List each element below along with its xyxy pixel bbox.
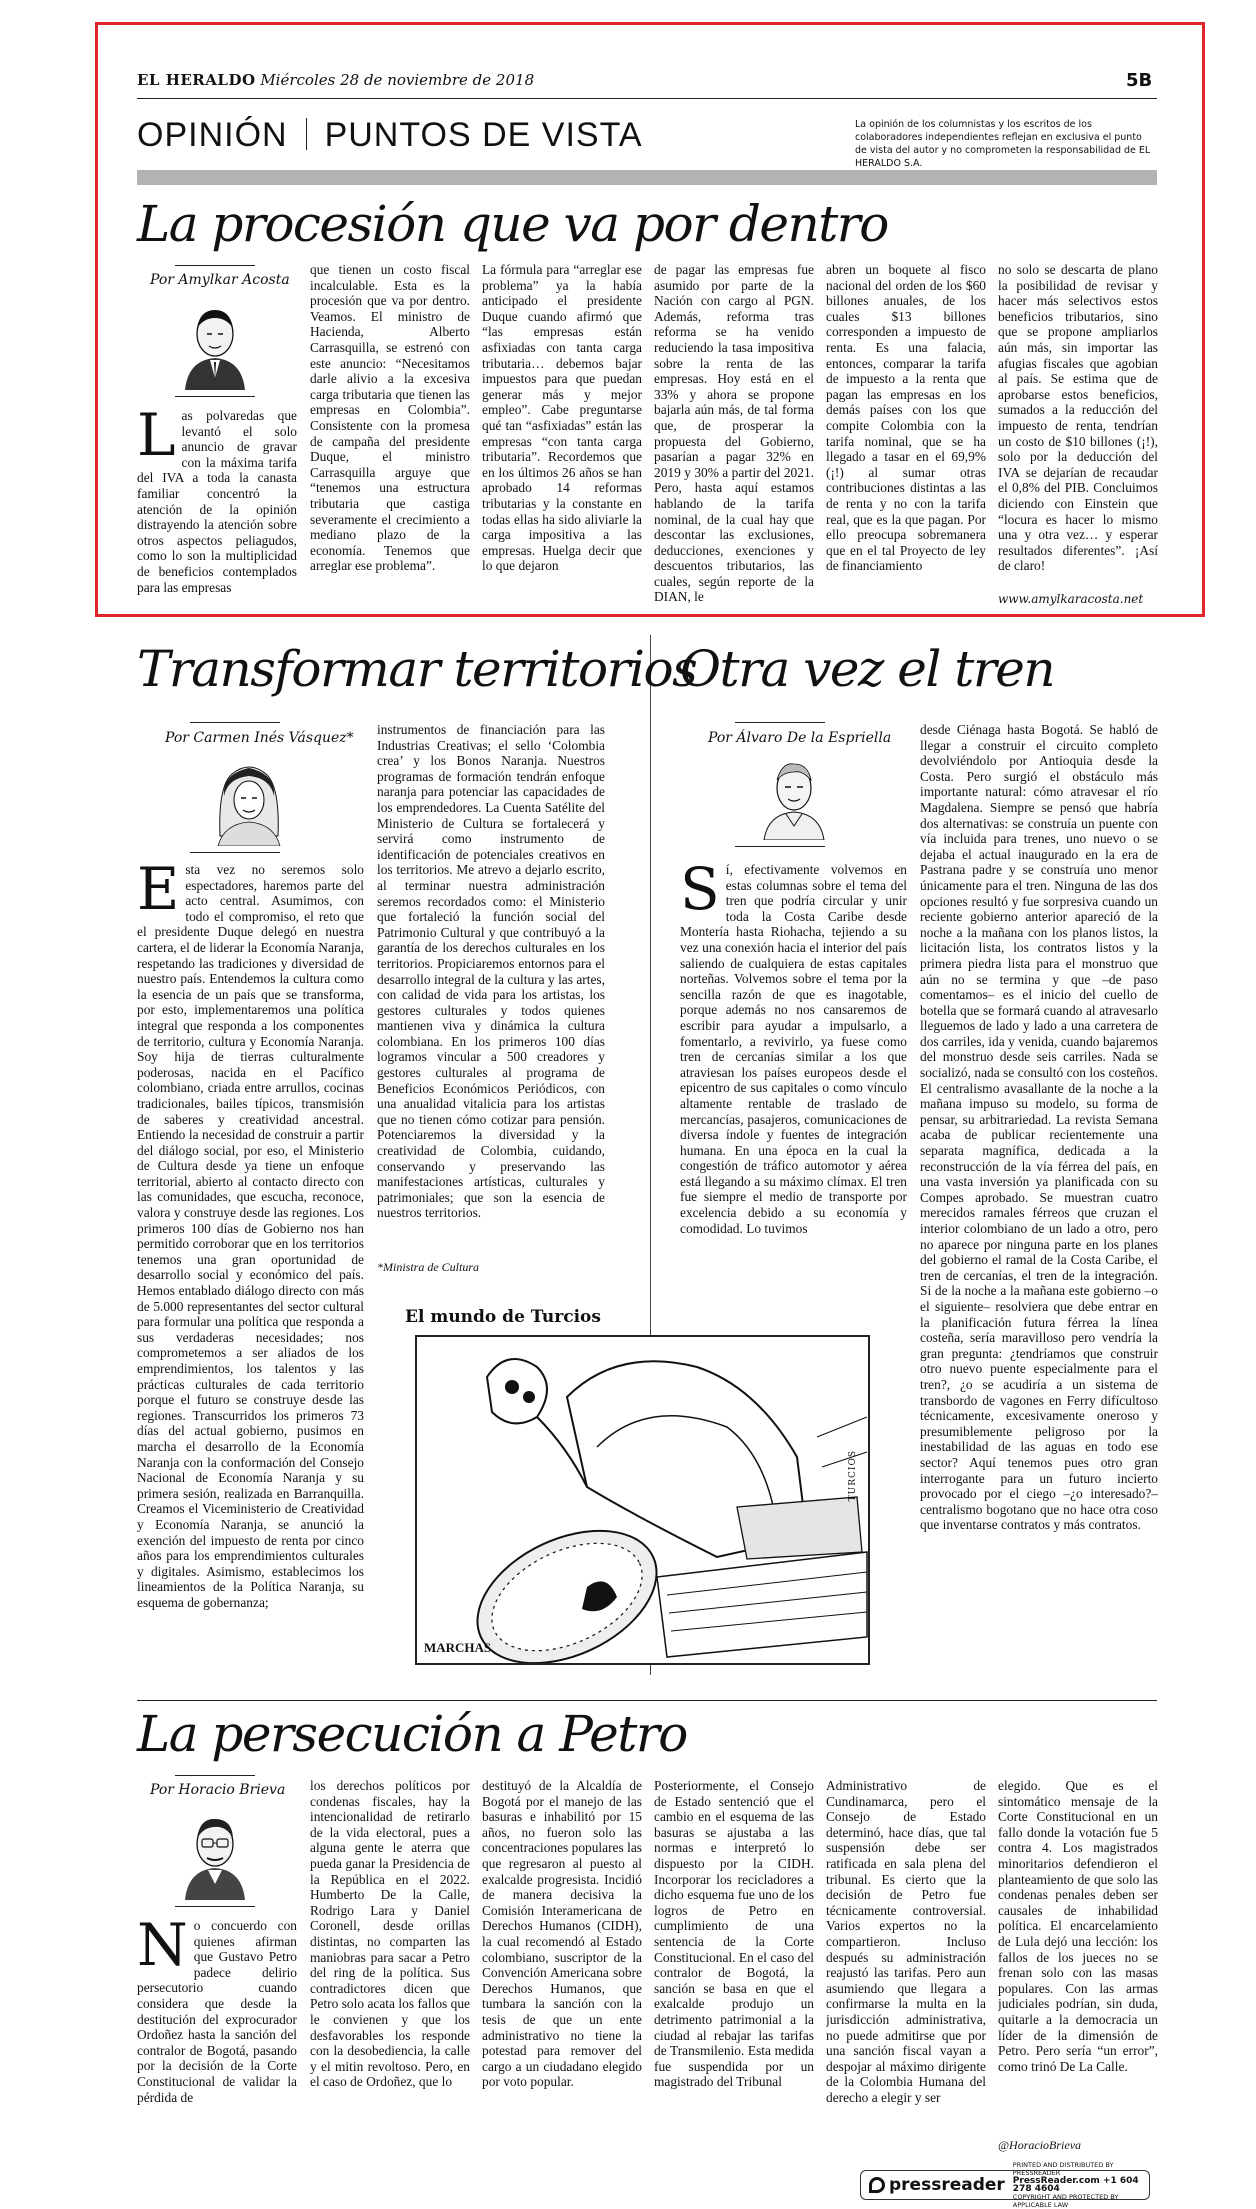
dropcap: S bbox=[680, 862, 720, 923]
article1-signature: www.amylkaracosta.net bbox=[998, 592, 1144, 606]
article4-column-5: Administrativo de Cundinamarca, pero el Consejo de Estado determinó, hace días, que tal suspensión debe ser ratificada en sala plena del tribunal. Es cierto que la decisión de Petro fue técnicamente controversial. Varios expertos no la compartieron. Incluso después su administración reajustó las tarifas. Pero aun asumiendo que llegara a confirmarse la multa en la jurisdicción administrativa, no puede admitirse que por una sanción fiscal vayan a despojar al máximo dirigente de la Colombia Humana del derecho a elegir y ser bbox=[826, 1778, 986, 2105]
article1-column-2: que tienen un costo fiscal incalculable. Esta es la procesión que va por dentro. Veamos. El ministro de Hacienda, Alberto Carrasquilla, se estrenó con este anuncio: “Necesitamos darle alivio a la excesiva carga tributaria que tienen las empresas en Colombia”. Consistente con la promesa de campaña del presidente Duque, el ministro Carrasquilla arguye que “tenemos una estructura tributaria que castiga severamente el crecimiento a mediano plazo de la economía. Tenemos que arreglar ese problema”. bbox=[310, 262, 470, 574]
section-divider bbox=[306, 118, 307, 150]
article1-byline: Por Amylkar Acosta bbox=[150, 272, 290, 288]
byline-rule bbox=[175, 265, 255, 266]
pressreader-info bbox=[1013, 2161, 1149, 2209]
author-portrait-espriella bbox=[758, 752, 830, 840]
article1-text-1: as polvaredas que levantó el solo anuncio de gravar con la máxima tarifa del IVA a toda la canasta familiar concentró la atención de la opinión distrayendo la atención sobre otros aspectos peliagudos, como lo son la multiplicidad de beneficios contemplados para las empresas bbox=[137, 408, 297, 595]
article4-column-6: elegido. Que es el sintomático mensaje de la Corte Constitucional en un fallo donde la votación fue 5 contra 4. Los magistrados minoritarios defendieron el planteamiento de que solo las condenas penales deben ser causales de inhabilidad política. El encarcelamiento de Lula dejó una lección: los fallos de los jueces no se frenan solo con las masas populares. Con las armas judiciales podrían, sin duda, quitarle a la democracia un líder de la dimensión de Petro. Pero sería “un error”, como trinó De La Calle. bbox=[998, 1778, 1158, 2074]
article4-column-2: los derechos políticos por condenas fiscales, hay la intencionalidad de retirarlo de la vida electoral, pues a alguna gente le aterra que pueda ganar la Presidencia de la República en el 2022. Humberto De la Calle, Rodrigo Lara y Daniel Coronell, desde orillas distintas, no comparten las maniobras para sacar a Petro del ring de la política. Sus contradictores dicen que Petro solo acata los fallos que le convienen y que los desfavorables los responde con la desobediencia, la calle y el mitin revoltoso. Pero, en el caso de Ordoñez, que lo bbox=[310, 1778, 470, 2090]
gray-band bbox=[137, 170, 1157, 185]
cartoon-drawing bbox=[417, 1337, 870, 1665]
byline-rule-bottom bbox=[175, 1906, 255, 1907]
article3-column-1 bbox=[680, 862, 907, 1302]
masthead-rule bbox=[137, 98, 1157, 99]
subsection-title: PUNTOS DE VISTA bbox=[324, 116, 643, 154]
article1-column-1 bbox=[137, 408, 297, 613]
byline-rule bbox=[175, 1775, 255, 1776]
byline-rule bbox=[735, 722, 825, 723]
article4-column-4: Posteriormente, el Consejo de Estado sentenció que el cambio en el esquema de las basuras se ajustaba a las normas e interpretó lo dispuesto por la CIDH. Incorporar los recicladores a dicho esquema fue uno de los logros de Petro en cumplimiento de una sentencia de la Corte Constitucional. En el caso del contralor de Bogotá, la sanción se basa en que el exalcalde produjo un detrimento patrimonial a la ciudad al rebajar las tarifas de Transmilenio. Esta medida fue suspendida por un magistrado del Tribunal bbox=[654, 1778, 814, 2090]
cartoon-signature: TURCIOS bbox=[848, 1450, 858, 1502]
section-title: OPINIÓN bbox=[137, 116, 288, 154]
article4-text-1: o concuerdo con quienes afirman que Gustavo Petro padece delirio persecutorio cuando considera que desde la destitución del exprocurador Ordoñez hasta la sanción del contralor de Bogotá, pasando por la decisión de la Corte Constitucional de validar la pérdida de bbox=[137, 1918, 297, 2105]
article2-title: Transformar territorios bbox=[137, 640, 697, 698]
section-header bbox=[137, 116, 643, 155]
article4-column-3: destituyó de la Alcaldía de Bogotá por el manejo de las basuras e inhabilitó por 15 años, no fueron solo las concentraciones populares las que regresaron al puesto al exalcalde progresista. Incidió de manera decisiva la Comisión Interamericana de Derechos Humanos (CIDH), la cual recomendó al Estado colombiano, suscriptor de la Convención Americana sobre Derechos Humanos, que tumbara la sanción con la tesis de que un ente administrativo no tiene la potestad para remover del cargo a un ciudadano elegido por voto popular. bbox=[482, 1778, 642, 2090]
article4-column-1 bbox=[137, 1918, 297, 2163]
article2-column-1 bbox=[137, 862, 364, 1672]
article4-signature: @HoracioBrieva bbox=[998, 2138, 1082, 2152]
issue-date: Miércoles 28 de noviembre de 2018 bbox=[260, 71, 535, 89]
section-rule bbox=[137, 1700, 1157, 1701]
pressreader-badge[interactable] bbox=[860, 2161, 1150, 2209]
article2-note: *Ministra de Cultura bbox=[377, 1260, 480, 1274]
article3-column-2: desde Ciénaga hasta Bogotá. Se habló de llegar a construir el circuito completo devolviéndolo por Antioquia desde la Costa. Pero surgió el obstáculo más importante natural: cómo atravesar el río Magdalena. Siempre se pensó que habría dos alternativas: se construía un puente con vía incluida para trenes, uno nuevo o se dejaba el actual inaugurado en la era de Pastrana padre y se construía uno menor únicamente para el tren. Ninguna de las dos opciones resultó y fue sorpresiva cuando un reciente gobierno anterior apareció de la noche a la mañana con los planos listos, la licitación lista, los contratos listos y la primera piedra lista para el monstruo que aún no se termina y que –de paso comentamos– es el inicio del cuello de botella que se formará cuando al atravesarlo lleguemos de lado y lado a una carretera de dos carriles, ida y venida, cuando bajaremos del monstruo desde seis carriles. Nada se socializó, nada se consultó con los costeños. El centralismo avasallante de la noche a la mañana impuso su modelo, su forma de pensar, su arbitrariedad. La revista Semana acaba de publicar recientemente una separata magnífica, dedicada a la reconstrucción de la vía férrea del país, en una vasta inversión ya planificada con su Compes aprobado. Se muestran cuatro merecidos ramales férreos que cruzan el interior colombiano de un lado a otro, pero no aparece por ninguna parte en los planes del gobierno el ramal de la Costa Caribe, el tren de cercanías, el tren de la integración. Si de la noche a la mañana este gobierno –o el siguiente– resolviera que debe entrar en la planificación futura férrea la línea costeña, sería maravilloso pero vendría la gran pregunta: ¿tendríamos que construir otro nuevo puente especialmente para el tren?, ¿o se acudiría a un sistema de transbordo de vagones en Ferry difícultoso técnicamente, excesivamente oneroso y presumiblemente peligroso por la inestabilidad de las aguas en todo ese sector? Aquí tenemos pues otro gran interrogante para un futuro incierto provocado por el ciego –¿o interesado?– centralismo bogotano que no hace otra coso que inventarse contratos y más contratos. bbox=[920, 722, 1158, 1533]
article1-title: La procesión que va por dentro bbox=[137, 195, 888, 253]
article4-title: La persecución a Petro bbox=[137, 1705, 687, 1763]
article3-text-1: í, efectivamente volvemos en estas columnas sobre el tema del tren que podría circular y unir toda la Costa Caribe desde Montería hasta Riohacha, tejiendo a su vez una conexión hacia el interior del país saliendo de cualquiera de estas capitales norteñas. Volvemos sobre el tema por la sencilla razón de que es inagotable, porque además no nos cansaremos de escribir para ayudar a impulsarlo, a fomentarlo, a revivirlo, ya fuese como tren de cercanías similar a los que atraviesan los países europeos desde el epicentro de sus capitales o como vínculo altamente rentable de traslado de mercancías, pasajeros, comunicaciones de diversa índole y fuentes de integración humana. En una época en la cual la congestión de tráfico automotor y aérea está llegando a su máximo clímax. El tren fue siempre el medio de transporte por excelencia debido a su economía y comodidad. Lo tuvimos bbox=[680, 862, 907, 1236]
masthead bbox=[137, 71, 534, 89]
article3-title: Otra vez el tren bbox=[680, 640, 1055, 698]
dropcap: L bbox=[137, 408, 176, 469]
page-number: 5B bbox=[1126, 70, 1153, 91]
dropcap: N bbox=[137, 1918, 188, 1979]
article3-byline: Por Álvaro De la Espriella bbox=[708, 730, 892, 746]
pressreader-brand: pressreader bbox=[889, 2175, 1005, 2195]
article1-column-5: abren un boquete al fisco nacional del orden de los $60 billones anuales, de los cuales $13 billones corresponden a impuesto de renta. Es una falacia, entonces, comparar la tarifa de impuesto a la renta que pagan las empresas en los demás países con los que compite Colombia con la tarifa nominal, que se ha llegado a tasar en el 69,9% (¡!) al sumar otras contribuciones distintas a las de renta y no con la tarifa real, que es la que pagan. Por ello preocupa sobremanera que en el tal Proyecto de ley de financiamiento bbox=[826, 262, 986, 574]
byline-rule-bottom bbox=[735, 846, 825, 847]
cartoon-caption: MARCHAS bbox=[424, 1640, 492, 1655]
paper-name: EL HERALDO bbox=[137, 71, 256, 89]
article1-column-6: no solo se descarta de plano la posibilidad de revisar y hacer más selectivos estos beneficios tributarios, sino que se propone ampliarlos aún más, sin importar las afugias fiscales que agobian al país. Se estima que de aprobarse estos beneficios, sumados a la reducción del impuesto de renta, tendrían un costo de $10 billones (¡!), solo por la deducción del IVA se dejarían de recaudar el 0,8% del PIB. Concluimos diciendo con Einstein que “locura es hacer lo mismo una y otra vez… y esperar resultados diferentes”. ¡Así de claro! bbox=[998, 262, 1158, 574]
byline-rule-bottom bbox=[175, 396, 255, 397]
cartoon-title: El mundo de Turcios bbox=[405, 1307, 601, 1327]
byline-rule-bottom bbox=[190, 852, 280, 853]
disclaimer: La opinión de los columnistas y los escritos de los colaboradores independientes reflejan en exclusiva el punto de vista del autor y no comprometen la responsabilidad de EL HERALDO S.A. bbox=[855, 119, 1151, 169]
pressreader-logo bbox=[869, 2175, 1005, 2195]
author-portrait-brieva bbox=[180, 1808, 250, 1900]
article2-column-2: instrumentos de financiación para las Industrias Creativas; el sello ‘Colombia crea’ y los Bonos Naranja. Nuestros programas de formación tendrán enfoque naranja para potenciar las capacidades de los emprendedores. La Cuenta Satélite del Ministerio de Cultura se fortalecerá y servirá como instrumento de identificación de potenciales creativos en los territorios. Me atrevo a dejarlo escrito, al terminar nuestra administración seremos recordados como: el Ministerio que fortaleció la función social del Patrimonio Cultural y que contribuyó a la garantía de los derechos culturales en los territorios. Propiciaremos entornos para el desarrollo integral de la cultura y las artes, con calidad de vida para los artistas, los gestores culturales y todos quienes mantienen viva y dinámica la cultura colombiana. En los primeros 100 días logramos vincular a 500 creadores y gestores culturales al programa de Beneficios Económicos Periódicos, con una anualidad vitalicia para los artistas que no tienen cómo cotizar para pensión. Potenciaremos la diversidad y la creatividad de Colombia, cuidando, conservando y preservando las manifestaciones artísticas, culturales y patrimoniales; que son la esencia de nuestros territorios. bbox=[377, 722, 605, 1221]
cartoon-illustration bbox=[415, 1335, 870, 1665]
dropcap: E bbox=[137, 862, 180, 923]
article2-byline: Por Carmen Inés Vásquez* bbox=[165, 730, 354, 746]
pressreader-line-1: PRINTED AND DISTRIBUTED BY PRESSREADER bbox=[1012, 2161, 1114, 2177]
byline-rule bbox=[190, 722, 280, 723]
pressreader-icon bbox=[869, 2177, 885, 2193]
article4-byline: Por Horacio Brieva bbox=[150, 1782, 286, 1798]
pressreader-line-2: PressReader.com +1 604 278 4604 bbox=[1012, 2176, 1139, 2194]
article1-column-3: La fórmula para “arreglar ese problema” ya la había anticipado el presidente Duque cuando afirmó que “las empresas están asfixiadas con tanta carga tributaria… debemos bajar impuestos para que puedan generar más y mejor empleo”. Cabe preguntarse qué tan “asfixiadas” están las empresas “con tanta carga tributaria”. Recordemos que en los últimos 26 años se han aprobado 14 reformas tributarias y la constante en todas ellas ha sido aliviarle la carga impositiva a las empresas. Huelga decir que lo que dejaron bbox=[482, 262, 642, 574]
author-portrait-vasquez bbox=[210, 756, 288, 846]
pressreader-line-3: COPYRIGHT AND PROTECTED BY APPLICABLE LAW bbox=[1012, 2193, 1119, 2209]
article1-column-4: de pagar las empresas fue asumido por parte de la Nación con cargo al PGN. Además, reforma tras reforma se ha venido reduciendo la tasa impositiva sobre la renta de las empresas. Hoy está en el 33% y ahora se propone bajarla aún más, de tal forma que, de prosperar la propuesta del Gobierno, pasarían a pagar 32% en 2019 y 30% a partir del 2021. Pero, hasta aquí estamos hablando de la tarifa nominal, de la cual hay que descontar las exclusiones, deducciones, exenciones y descuentos tributarios, las cuales, según reporte de la DIAN, le bbox=[654, 262, 814, 605]
article2-text-1: sta vez no seremos solo espectadores, haremos parte del acto central. Asumimos, con todo el compromiso, el reto que el presidente Duque delegó en nuestra cartera, el de liderar la Economía Naranja, respetando las tradiciones y diversidad de nuestro país. Entendemos la cultura como la esencia de un país que se transforma, por esto, implementaremos una política integral que responda a los componentes de territorio, cultura y Economía Naranja. Soy hija de tierras culturalmente poderosas, nacida en el Pacífico colombiano, criada entre arrullos, cocinas tradicionales, bailes típicos, transmisión de saberes y creatividad ancestral. Entiendo la necesidad de construir a partir del diálogo social, por eso, el Ministerio de Cultura desde ya tiene un enfoque territorial, abierto al contacto directo con las comunidades, que escucha, reconoce, valora y construye desde las regiones. Los primeros 100 días de Gobierno nos han permitido corroborar que en los territorios tenemos una gran oportunidad de desarrollo social y económico del país. Hemos entablado diálogo directo con más de 5.000 representantes del sector cultural para formular una política que responda a sus verdaderas necesidades; nos comprometemos a ser aliados de los emprendimientos, los talentos y las prácticas culturales de cada territorio porque el futuro se construye desde las regiones. Transcurridos los primeros 73 días del actual gobierno, pusimos en marcha el desarrollo de la Economía Naranja con la conformación del Consejo Nacional de Economía Naranja y su primera sesión, realizada en Barranquilla. Creamos el Viceministerio de Creatividad y Economía Naranja, se anunció la exención del impuesto de renta por cinco años para los emprendimientos culturales y digitales. Asimismo, establecimos los lineamientos de la Política Naranja, su esquema de gobernanza; bbox=[137, 862, 364, 1610]
author-portrait-acosta bbox=[180, 298, 250, 390]
